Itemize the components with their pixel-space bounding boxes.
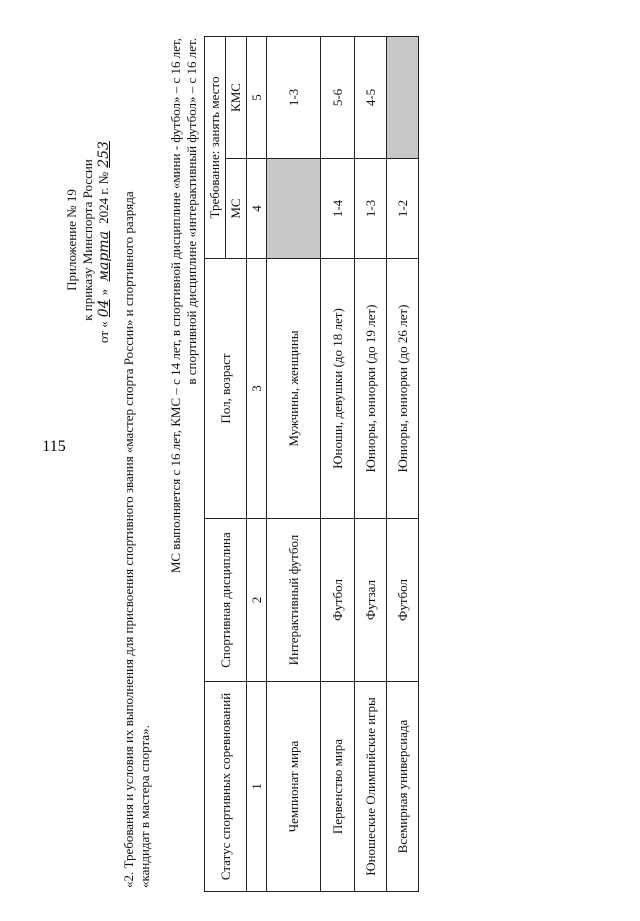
header-requirement: Требование: занять место xyxy=(205,37,226,259)
appendix-date xyxy=(96,20,112,460)
cell-kms-empty xyxy=(387,37,419,159)
cell-sex-age: Юниоры, юниорки (до 19 лет) xyxy=(355,259,387,519)
cell-sex-age: Юниоры, юниорки (до 26 лет) xyxy=(387,259,419,519)
header-sex-age: Пол, возраст xyxy=(205,259,247,519)
cell-discipline: Интерактивный футбол xyxy=(267,519,321,682)
handwritten-month: марта xyxy=(96,231,112,282)
age-conditions-line1: МС выполняется с 16 лет, КМС – с 14 лет, в спортивной дисциплине «мини - футбол» – с 16 лет, xyxy=(168,38,183,574)
column-number: 3 xyxy=(247,259,267,519)
column-number: 1 xyxy=(247,682,267,892)
column-number: 2 xyxy=(247,519,267,682)
cell-kms: 4-5 xyxy=(355,37,387,159)
date-prefix: от « xyxy=(96,321,111,343)
column-number-row xyxy=(247,37,267,892)
cell-discipline: Футзал xyxy=(355,519,387,682)
handwritten-day: 04 xyxy=(96,299,112,318)
cell-status: Чемпионат мира xyxy=(267,682,321,892)
cell-ms: 1-4 xyxy=(321,159,355,259)
cell-status: Первенство мира xyxy=(321,682,355,892)
cell-kms: 1-3 xyxy=(267,37,321,159)
header-discipline: Спортивная дисциплина xyxy=(205,519,247,682)
handwritten-number: 253 xyxy=(96,141,112,168)
header-kms: КМС xyxy=(226,37,247,159)
header-ms: МС xyxy=(226,159,247,259)
table-row xyxy=(321,37,355,892)
table-row xyxy=(387,37,419,892)
section-heading-line1: «2. Требования и условия их выполнения для присвоения спортивного звания «мастер спорта России» и спортивного разряда xyxy=(121,191,136,888)
table-row xyxy=(355,37,387,892)
cell-ms-empty xyxy=(267,159,321,259)
cell-ms: 1-3 xyxy=(355,159,387,259)
column-number: 5 xyxy=(247,37,267,159)
header-row xyxy=(205,37,226,892)
age-conditions-line2: в спортивной дисциплине «интерактивный футбол» – с 16 лет. xyxy=(184,38,199,385)
header-status: Статус спортивных соревнований xyxy=(205,682,247,892)
section-heading-line2: «кандидат в мастера спорта». xyxy=(137,725,152,888)
appendix-order: к приказу Минспорта России xyxy=(80,159,95,321)
date-mid: » xyxy=(96,288,111,296)
rotated-page-content xyxy=(64,20,620,900)
requirements-table xyxy=(204,36,419,892)
cell-ms: 1-2 xyxy=(387,159,419,259)
appendix-title: Приложение № 19 xyxy=(64,189,79,291)
cell-status: Юношеские Олимпийские игры xyxy=(355,682,387,892)
page-number: 115 xyxy=(42,438,66,455)
age-conditions xyxy=(168,38,200,573)
cell-sex-age: Мужчины, женщины xyxy=(267,259,321,519)
column-number: 4 xyxy=(247,159,267,259)
cell-sex-age: Юноши, девушки (до 18 лет) xyxy=(321,259,355,519)
appendix-header xyxy=(64,20,112,460)
cell-discipline: Футбол xyxy=(387,519,419,682)
cell-discipline: Футбол xyxy=(321,519,355,682)
cell-kms: 5-6 xyxy=(321,37,355,159)
section-heading xyxy=(121,28,153,888)
table-row xyxy=(267,37,321,892)
cell-status: Всемирная универсиада xyxy=(387,682,419,892)
date-year: 2024 г. № xyxy=(96,171,111,224)
